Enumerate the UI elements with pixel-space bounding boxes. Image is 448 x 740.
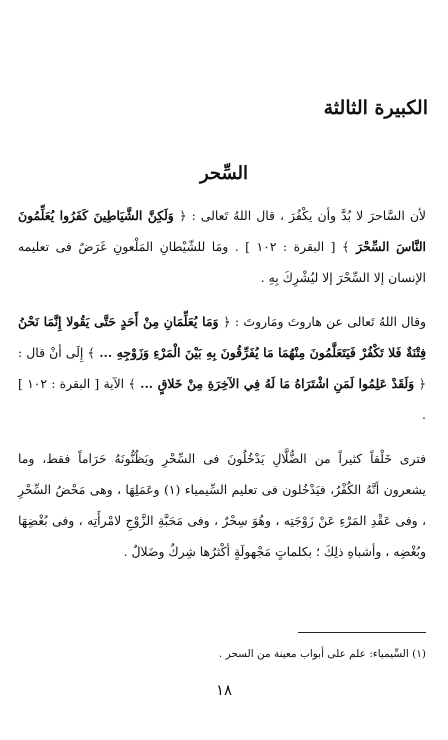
paragraph-1-text-b: [ البقرة : ١٠٢ ] . ومَا للشّيْطانِ المَلْعونِ غَرَضٌ فى تعليمه الإنسان إلا السِّحْرَ إلا ليُشْرِكَ بِهِ . — [18, 239, 426, 285]
paragraph-2 — [18, 306, 426, 430]
paragraph-3 — [18, 443, 426, 567]
chapter-title: الكبيرة الثالثة — [323, 97, 428, 119]
quran-close-bracket: ﴾ — [87, 345, 95, 360]
paragraph-2-text-c: الآية [ البقرة : ١٠٢ ] . — [18, 376, 426, 422]
quran-quote-1: وَلَكِنَّ الشَّيَاطِينَ كَفَرُوا يُعَلِّمُونَ النَّاسَ السِّحْرَ — [18, 208, 426, 254]
paragraph-2-text-a: وقال اللهُ تَعالى عن هاروتَ ومَاروتَ : — [230, 314, 426, 329]
footnote-reference: (١) — [163, 482, 181, 497]
paragraph-3-text-b: وعَمَلِهَا ، وهى مَحْضُ السِّحْرِ ، وفى عَقْدِ المَرْءِ عَنْ زَوْجَتِه ، وهُوَ سِحْرٌ ، وفى مَحَبَّةِ الزَّوْجِ لامْرأَتِه ، وفى بُغْضِهَا وبُغْضِه ، وأشباهِ ذلِكَ ؛ بكلماتٍ مَجْهولَةٍ أكْثرُها شِركٌ وضَلالٌ . — [18, 482, 426, 559]
quran-open-bracket: ﴿ — [223, 314, 231, 329]
quran-quote-3: وَلَقَدْ عَلِمُوا لَمَنِ اشْتَرَاهُ مَا لَهُ فِي الآخِرَةِ مِنْ خَلاقٍ ... — [135, 376, 419, 391]
paragraph-2-text-b: إِلَى أنْ قال : — [18, 345, 88, 360]
paragraph-1-text-a: لأن السَّاحرَ لا بُدَّ وأن يكْفُرَ ، قال اللهُ تَعالى : — [186, 208, 426, 223]
footnote-divider — [298, 632, 426, 633]
paragraph-1 — [18, 200, 426, 293]
quran-open-bracket: ﴿ — [179, 208, 187, 223]
paragraph-3-text-a: فترى خَلْقاً كثيراً من الضُّلَّالِ يَدْخُلُونَ فى السِّحْرِ ويَظُنُّونَهُ حَرَاماً فقط، وما يشعرون أنَّهُ الكُفْرُ، فيَدْخُلون فى تعليم السِّيمياء — [18, 451, 426, 497]
quran-quote-2: وَمَا يُعَلِّمَانِ مِنْ أَحَدٍ حَتَّى يَقُولا إِنَّمَا نَحْنُ فِتْنَةٌ فَلا تَكْفُرْ فَيَتَعَلَّمُونَ مِنْهُمَا مَا يُفَرِّقُونَ بِهِ بَيْنَ الْمَرْءِ وَزَوْجِهِ ... — [18, 314, 427, 360]
page-number: ١٨ — [215, 681, 233, 699]
section-title: السِّحر — [199, 163, 249, 184]
footnote: (١) السِّيمياء: علم على أبواب معينة من السحر . — [218, 648, 426, 660]
quran-close-bracket: ﴾ — [128, 376, 136, 391]
quran-close-bracket: ﴾ — [342, 239, 350, 254]
quran-open-bracket: ﴿ — [418, 376, 426, 391]
